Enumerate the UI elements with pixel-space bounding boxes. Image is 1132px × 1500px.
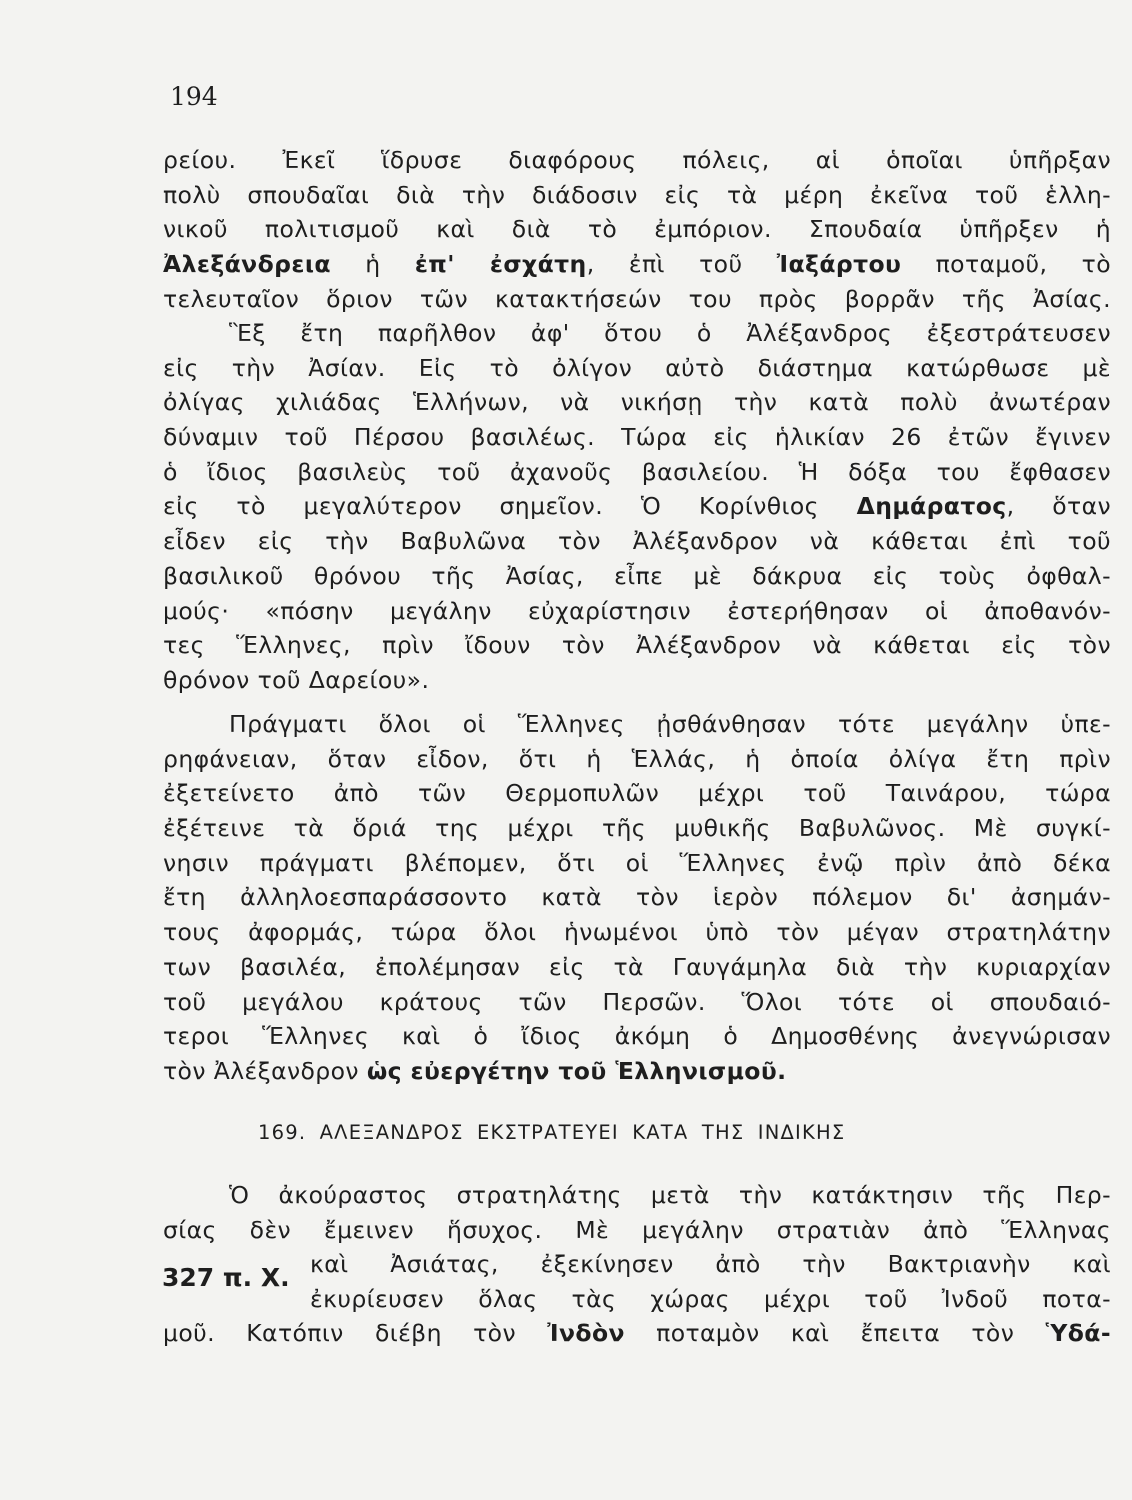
text-line: δύναμιν τοῦ Πέρσου βασιλέως. Τώρα εἰς ἡλικίαν 26 ἐτῶν ἔγινεν bbox=[163, 423, 1111, 452]
text-line: νησιν πράγματι βλέπομεν, ὅτι οἱ Ἕλληνες ἐνῷ πρὶν ἀπὸ δέκα bbox=[163, 848, 1111, 877]
text-line: Ἀλεξάνδρεια ἡ ἐπ' ἐσχάτη, ἐπὶ τοῦ Ἰαξάρτου ποταμοῦ, τὸ bbox=[163, 250, 1111, 279]
text-line: ρείου. Ἐκεῖ ἵδρυσε διαφόρους πόλεις, αἱ ὁποῖαι ὑπῆρξαν bbox=[163, 146, 1111, 174]
margin-note-date: 327 π. Χ. bbox=[162, 1263, 290, 1292]
bold-term: ὡς εὐεργέτην τοῦ Ἑλληνισμοῦ. bbox=[366, 1056, 787, 1085]
paragraph-4-inset bbox=[310, 1247, 1111, 1316]
text-line: των βασιλέα, ἐπολέμησαν εἰς τὰ Γαυγάμηλα διὰ τὴν κυριαρχίαν bbox=[163, 952, 1111, 981]
text-line: Πράγματι ὅλοι οἱ Ἕλληνες ᾐσθάνθησαν τότε μεγάλην ὑπε- bbox=[229, 710, 1111, 738]
text-line: μοῦ. Κατόπιν διέβη τὸν Ἰνδὸν ποταμὸν καὶ ἔπειτα τὸν Ὑδά- bbox=[163, 1319, 1111, 1347]
paragraph-2 bbox=[163, 316, 1111, 698]
text-line: ἐξέτεινε τὰ ὅριά της μέχρι τῆς μυθικῆς Βαβυλῶνος. Μὲ συγκί- bbox=[163, 814, 1111, 843]
text-line: μούς· «πόσην μεγάλην εὐχαρίστησιν ἐστερήθησαν οἱ ἀποθανόν- bbox=[163, 596, 1111, 625]
paragraph-1 bbox=[163, 143, 1111, 316]
text-line: εἰς τὴν Ἀσίαν. Εἰς τὸ ὀλίγον αὐτὸ διάστημα κατώρθωσε μὲ bbox=[163, 353, 1111, 382]
bold-term: ἐπ' ἐσχάτη bbox=[414, 250, 587, 279]
page-number: 194 bbox=[170, 82, 218, 111]
text-line: πολὺ σπουδαῖαι διὰ τὴν διάδοσιν εἰς τὰ μέρη ἐκεῖνα τοῦ ἑλλη- bbox=[163, 180, 1111, 209]
section-heading: 169. ΑΛΕΞΑΝΔΡΟΣ ΕΚΣΤΡΑΤΕΥΕΙ ΚΑΤΑ ΤΗΣ ΙΝΔΙΚΗΣ bbox=[258, 1121, 846, 1144]
text-line: τελευταῖον ὅριον τῶν κατακτήσεών του πρὸς βορρᾶν τῆς Ἀσίας. bbox=[163, 284, 1111, 313]
text-line: καὶ Ἀσιάτας, ἐξεκίνησεν ἀπὸ τὴν Βακτριανὴν καὶ bbox=[310, 1250, 1111, 1278]
text-line: Ἓξ ἔτη παρῆλθον ἀφ' ὅτου ὁ Ἀλέξανδρος ἐξεστράτευσεν bbox=[229, 319, 1111, 347]
bold-term: Ὑδά- bbox=[1045, 1319, 1111, 1347]
text-line: τους ἀφορμάς, τώρα ὅλοι ἡνωμένοι ὑπὸ τὸν μέγαν στρατηλάτην bbox=[163, 918, 1111, 947]
text-line: ἐξετείνετο ἀπὸ τῶν Θερμοπυλῶν μέχρι τοῦ Ταινάρου, τώρα bbox=[163, 779, 1111, 808]
text-line: τὸν Ἀλέξανδρον ὡς εὐεργέτην τοῦ Ἑλληνισμοῦ. bbox=[163, 1056, 787, 1085]
text-line: θρόνον τοῦ Δαρείου». bbox=[163, 665, 430, 694]
text-line: εἶδεν εἰς τὴν Βαβυλῶνα τὸν Ἀλέξανδρον νὰ κάθεται ἐπὶ τοῦ bbox=[163, 527, 1111, 556]
text-line: σίας δὲν ἔμεινεν ἥσυχος. Μὲ μεγάλην στρατιὰν ἀπὸ Ἕλληνας bbox=[163, 1215, 1111, 1244]
text-line: ὀλίγας χιλιάδας Ἑλλήνων, νὰ νικήσῃ τὴν κατὰ πολὺ ἀνωτέραν bbox=[163, 388, 1111, 417]
bold-term: Ἰνδὸν bbox=[547, 1319, 625, 1347]
text-line: τεροι Ἕλληνες καὶ ὁ ἴδιος ἀκόμη ὁ Δημοσθένης ἀνεγνώρισαν bbox=[163, 1022, 1111, 1051]
text-line: ρηφάνειαν, ὅταν εἶδον, ὅτι ἡ Ἑλλάς, ἡ ὁποία ὀλίγα ἔτη πρὶν bbox=[163, 744, 1111, 773]
bold-term: Ἰαξάρτου bbox=[776, 250, 902, 279]
text-line: Ὁ ἀκούραστος στρατηλάτης μετὰ τὴν κατάκτησιν τῆς Περ- bbox=[229, 1181, 1111, 1209]
text-line: βασιλικοῦ θρόνου τῆς Ἀσίας, εἶπε μὲ δάκρυα εἰς τοὺς ὀφθαλ- bbox=[163, 561, 1111, 590]
text-line: τες Ἕλληνες, πρὶν ἴδουν τὸν Ἀλέξανδρον νὰ κάθεται εἰς τὸν bbox=[163, 631, 1111, 660]
paragraph-3 bbox=[163, 707, 1111, 1089]
bold-term: Δημάρατος bbox=[856, 492, 1007, 521]
text-line: εἰς τὸ μεγαλύτερον σημεῖον. Ὁ Κορίνθιος Δημάρατος, ὅταν bbox=[163, 492, 1111, 521]
paragraph-4-end bbox=[163, 1316, 1111, 1351]
paragraph-4 bbox=[163, 1178, 1111, 1247]
text-line: ἐκυρίευσεν ὅλας τὰς χώρας μέχρι τοῦ Ἰνδοῦ ποτα- bbox=[310, 1284, 1111, 1313]
text-line: ἔτη ἀλληλοεσπαράσσοντο κατὰ τὸν ἱερὸν πόλεμον δι' ἀσημάν- bbox=[163, 883, 1111, 912]
text-line: τοῦ μεγάλου κράτους τῶν Περσῶν. Ὅλοι τότε οἱ σπουδαιό- bbox=[163, 987, 1111, 1016]
text-line: νικοῦ πολιτισμοῦ καὶ διὰ τὸ ἐμπόριον. Σπουδαία ὑπῆρξεν ἡ bbox=[163, 215, 1111, 244]
text-line: ὁ ἴδιος βασιλεὺς τοῦ ἀχανοῦς βασιλείου. Ἡ δόξα του ἔφθασεν bbox=[163, 457, 1111, 486]
bold-term: Ἀλεξάνδρεια bbox=[163, 250, 331, 279]
